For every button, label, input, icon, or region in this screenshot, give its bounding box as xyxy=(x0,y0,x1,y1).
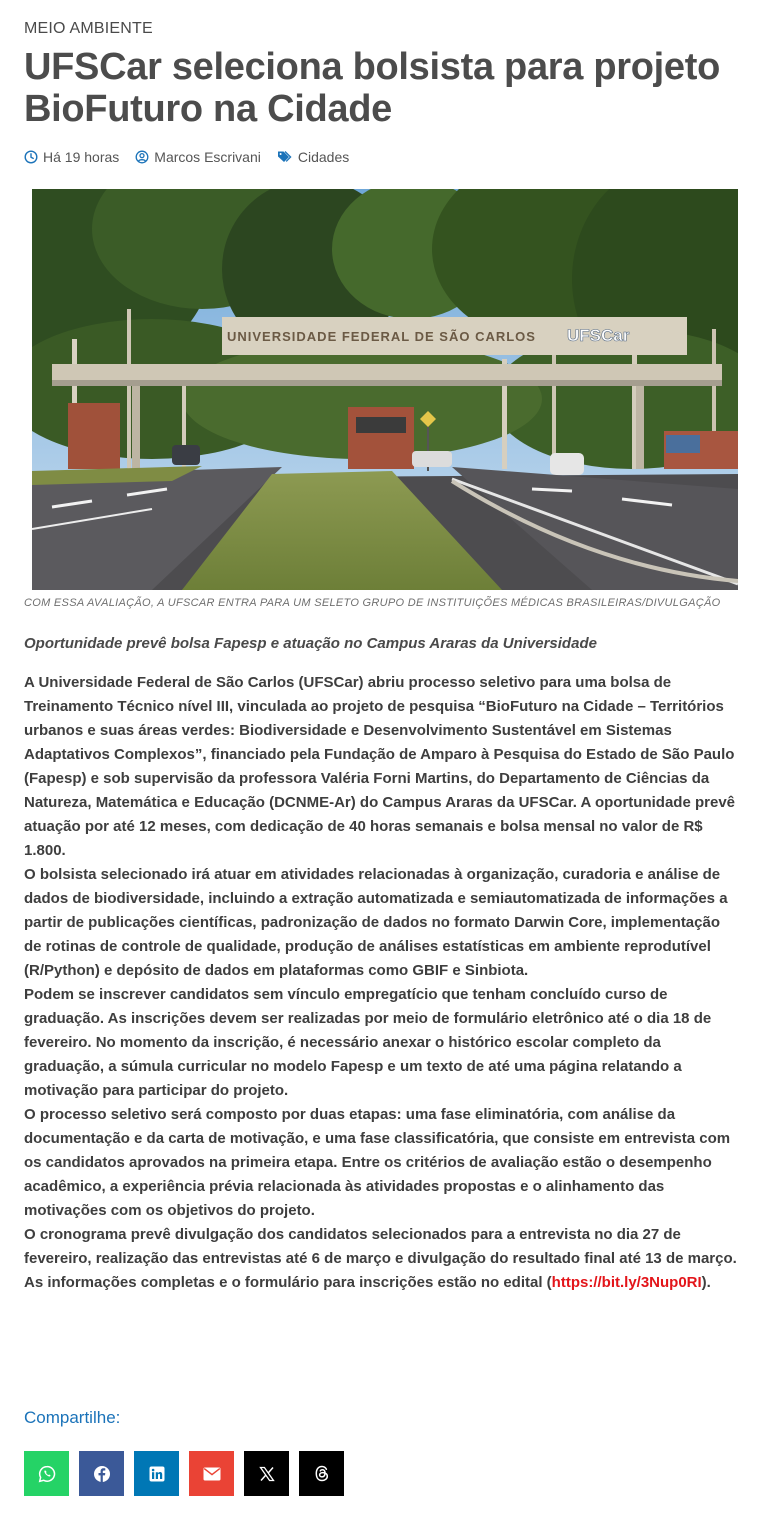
share-label: Compartilhe: xyxy=(24,1408,121,1427)
x-icon xyxy=(259,1466,275,1482)
meta-author[interactable] xyxy=(135,149,261,165)
meta-time xyxy=(24,149,119,165)
hero-image xyxy=(32,189,738,590)
article-body xyxy=(24,671,738,1295)
clock-icon xyxy=(24,150,38,164)
meta-section[interactable] xyxy=(277,149,349,165)
user-icon xyxy=(135,150,149,164)
paragraph: Podem se inscrever candidatos sem vínculo empregatício que tenham concluído curso de graduação. As inscrições devem ser realizadas por meio de formulário eletrônico até o dia 18 de fevereiro. No momento da inscrição, é necessário anexar o histórico escolar completo da graduação, a súmula curricular no modelo Fapesp e um texto de até uma página relatando a motivação para participar do projeto. xyxy=(24,986,712,1099)
paragraph-text-end: ). xyxy=(701,1274,711,1291)
meta-time-text: Há 19 horas xyxy=(43,149,120,165)
image-caption: COM ESSA AVALIAÇÃO, A UFSCAR ENTRA PARA UM SELETO GRUPO DE INSTITUIÇÕES MÉDICAS BRASILEIRAS/DIVULGAÇÃO xyxy=(24,597,721,609)
paragraph-text: O cronograma prevê divulgação dos candidatos selecionados para a entrevista no dia 27 de fevereiro, realização das entrevistas até 6 de março e divulgação do resultado final até 13 de março. As informações completas e o formulário para inscrições estão no edital ( xyxy=(24,1226,737,1291)
whatsapp-share-button[interactable] xyxy=(24,1451,69,1496)
tags-icon xyxy=(277,150,293,164)
meta-section-link[interactable]: Cidades xyxy=(297,149,350,165)
paragraph: O processo seletivo será composto por duas etapas: uma fase eliminatória, com análise da documentação e da carta de motivação, e uma fase classificatória, que consiste em entrevista com os candidatos aprovados na primeira etapa. Entre os critérios de avaliação estão o desempenho acadêmico, a experiência prévia relacionada às atividades propostas e o alinhamento das motivações com os objetivos do projeto. xyxy=(24,1106,731,1219)
linkedin-icon xyxy=(149,1466,165,1482)
share-buttons xyxy=(24,1451,354,1496)
gate-logo-text: UFSCar xyxy=(567,326,630,345)
paragraph: A Universidade Federal de São Carlos (UFSCar) abriu processo seletivo para uma bolsa de Treinamento Técnico nível III, vinculada ao projeto de pesquisa “BioFuturo na Cidade – Territórios urbanos e suas áreas verdes: Biodiversidade e Desenvolvimento Sustentável em Sistemas Adaptativos Complexos”, financiado pela Fundação de Amparo à Pesquisa do Estado de São Paulo (Fapesp) e sob supervisão da professora Valéria Forni Martins, do Departamento de Ciências da Natureza, Matemática e Educação (DCNME-Ar) do Campus Araras da UFSCar. A oportunidade prevê atuação por até 12 meses, com dedicação de 40 horas semanais e bolsa mensal no valor de R$ 1.800. xyxy=(24,674,735,859)
article-subtitle: Oportunidade prevê bolsa Fapesp e atuação no Campus Araras da Universidade xyxy=(24,635,597,652)
threads-share-button[interactable] xyxy=(299,1451,344,1496)
linkedin-share-button[interactable] xyxy=(134,1451,179,1496)
page-title: UFSCar seleciona bolsista para projeto BioFuturo na Cidade xyxy=(24,46,721,130)
email-icon xyxy=(203,1467,221,1481)
meta-author-name[interactable]: Marcos Escrivani xyxy=(154,149,261,165)
article-meta xyxy=(24,149,365,165)
facebook-icon xyxy=(93,1465,111,1483)
whatsapp-icon xyxy=(38,1465,56,1483)
facebook-share-button[interactable] xyxy=(79,1451,124,1496)
gate-sign-text: UNIVERSIDADE FEDERAL DE SÃO CARLOS xyxy=(227,329,536,344)
paragraph: O bolsista selecionado irá atuar em atividades relacionadas à organização, curadoria e análise de dados de biodiversidade, incluindo a extração automatizada e semiautomatizada de informações a partir de publicações científicas, padronização de dados no formato Darwin Core, implementação de rotinas de controle de qualidade, produção de análises estatísticas em ambiente reprodutível (R/Python) e depósito de dados em plataformas como GBIF e Sinbiota. xyxy=(24,866,728,979)
article-category: MEIO AMBIENTE xyxy=(24,20,153,37)
x-share-button[interactable] xyxy=(244,1451,289,1496)
email-share-button[interactable] xyxy=(189,1451,234,1496)
paragraph xyxy=(24,1223,738,1295)
threads-icon xyxy=(314,1465,330,1482)
edital-link[interactable]: https://bit.ly/3Nup0RI xyxy=(551,1274,702,1291)
